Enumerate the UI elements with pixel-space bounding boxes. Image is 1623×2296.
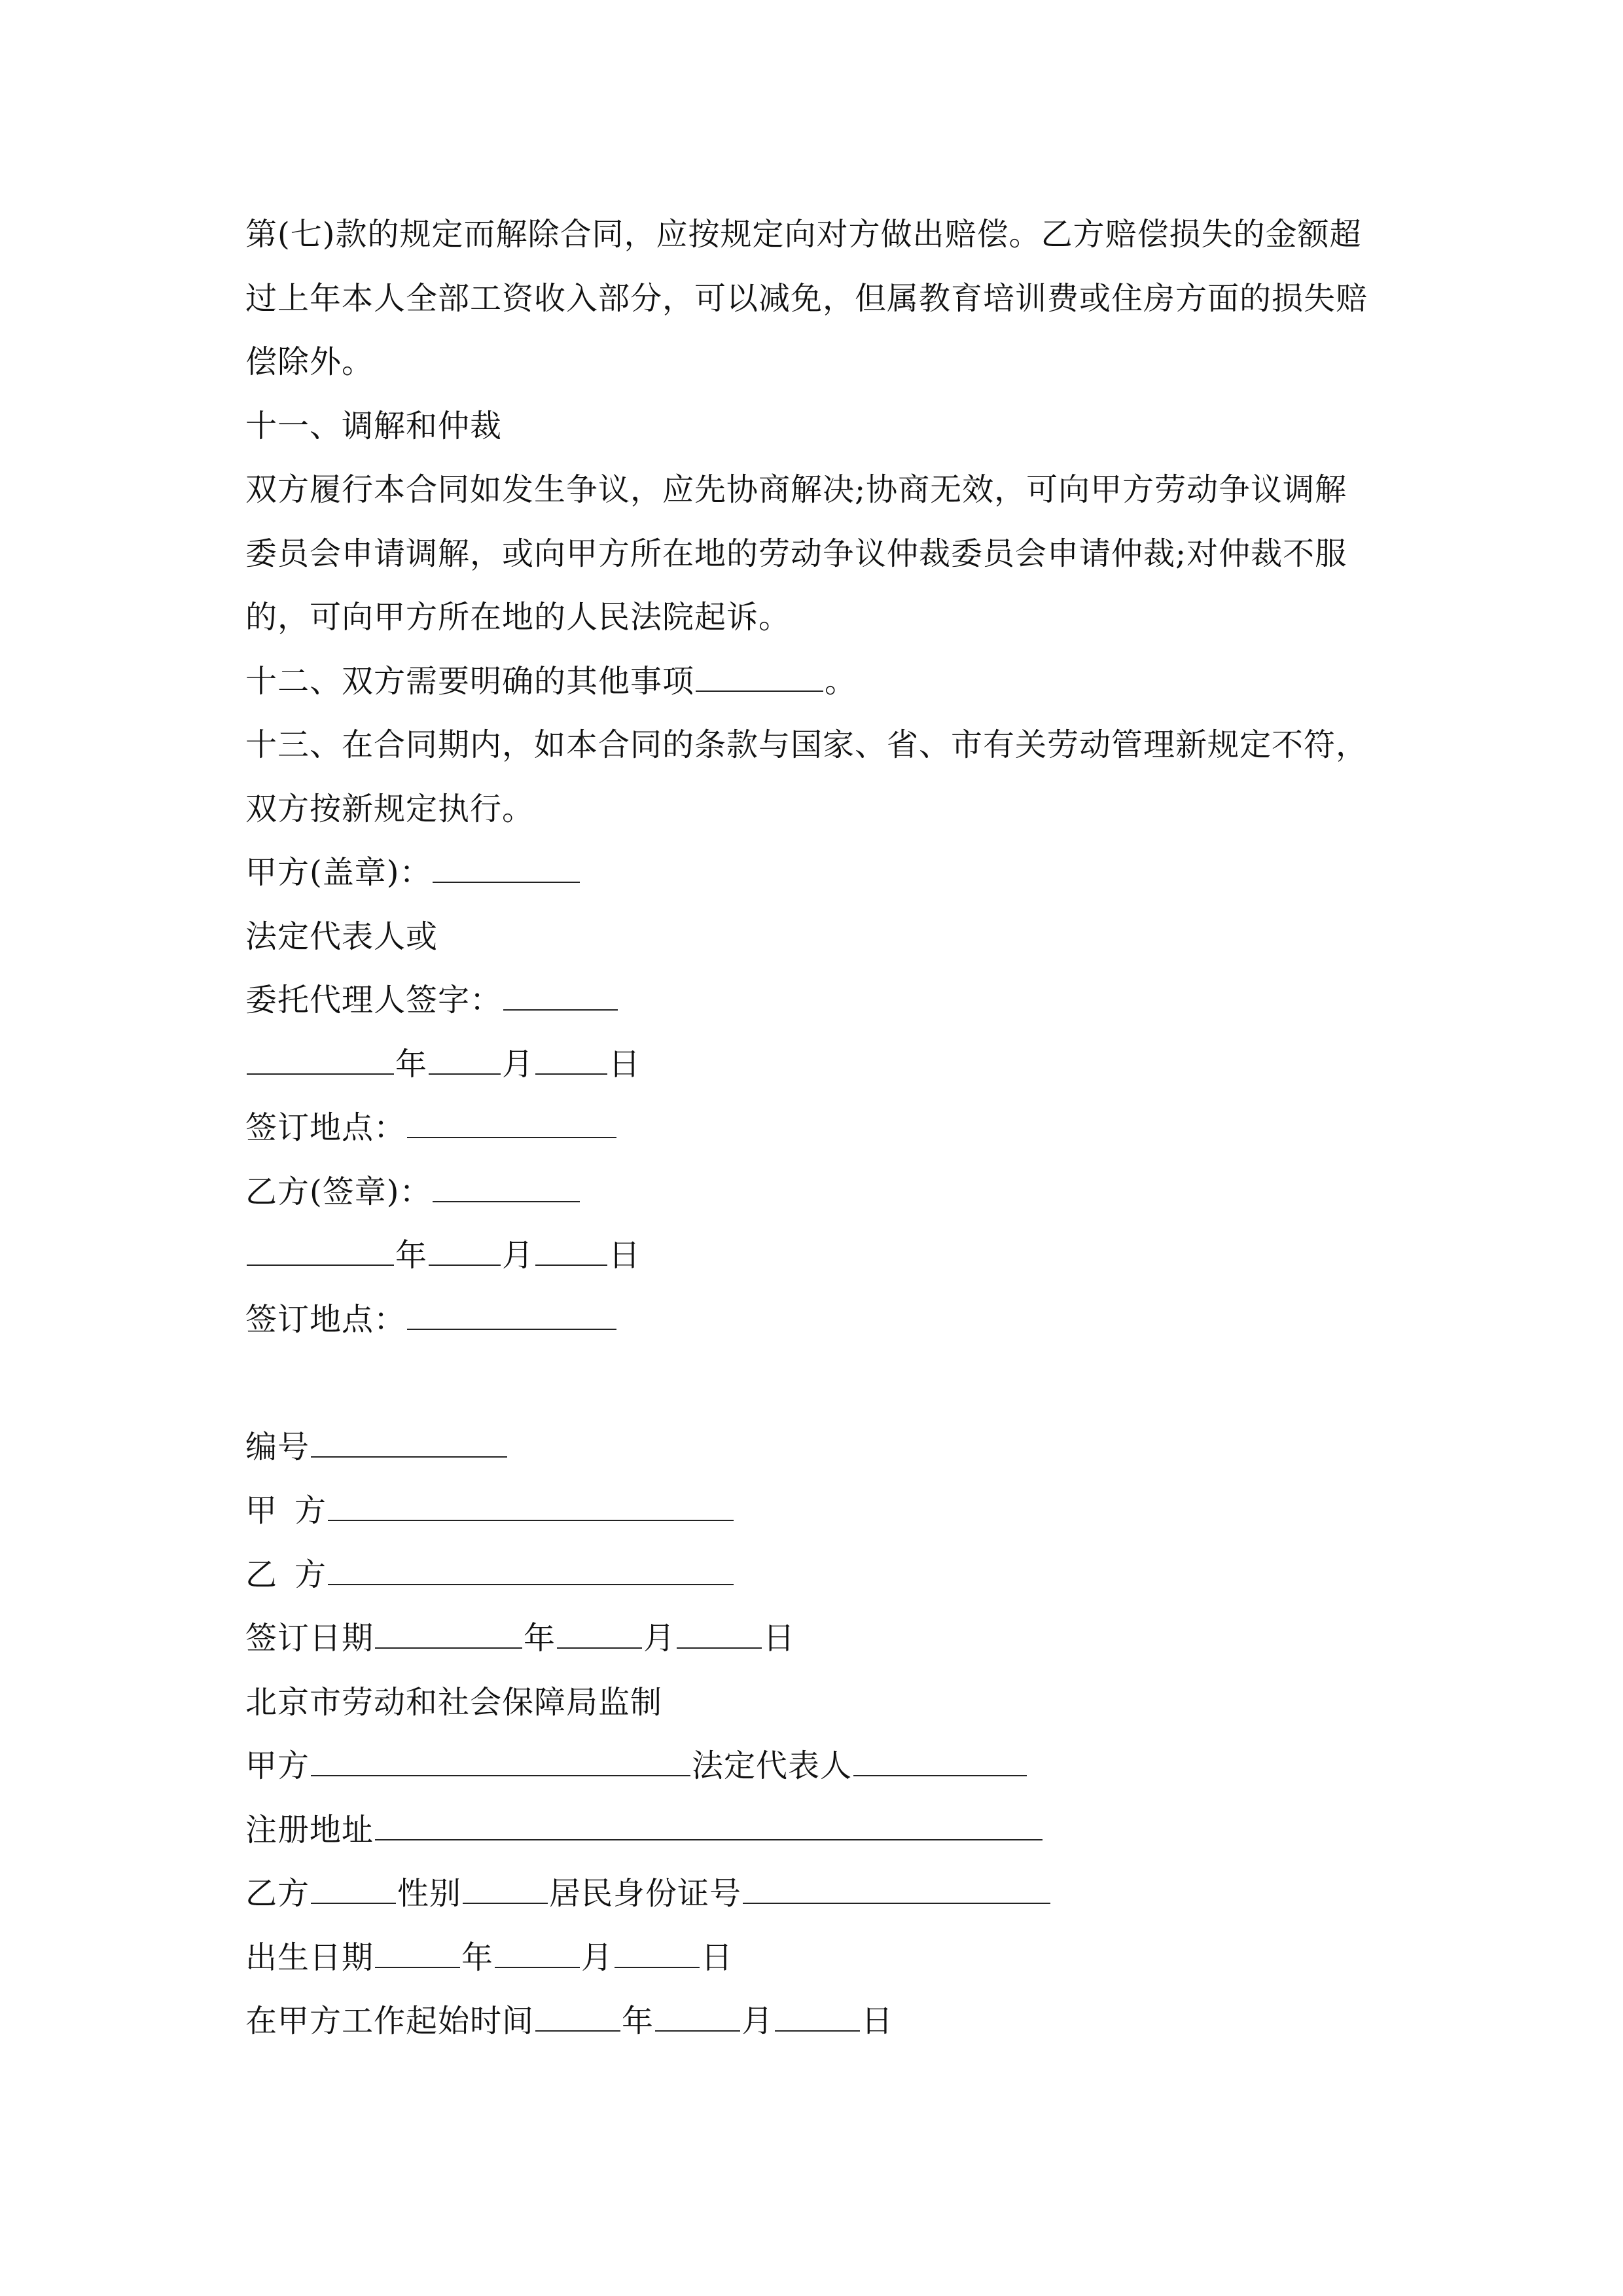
clause-12-text: 十二、双方需要明确的其他事项 bbox=[245, 662, 695, 700]
party-a-row bbox=[245, 1479, 1397, 1543]
party-b-seal-label: 乙方(签章)： bbox=[245, 1173, 432, 1210]
gender-blank[interactable] bbox=[463, 1876, 548, 1904]
year-label: 年 bbox=[395, 1045, 428, 1083]
party-b-year-blank[interactable] bbox=[247, 1238, 394, 1266]
legal-rep-blank[interactable] bbox=[853, 1749, 1027, 1776]
month-label: 月 bbox=[643, 1620, 676, 1657]
day-label: 日 bbox=[861, 2003, 894, 2039]
number-label: 编号 bbox=[245, 1428, 310, 1465]
start-year-blank[interactable] bbox=[535, 2004, 620, 2032]
id-number-blank[interactable] bbox=[743, 1876, 1050, 1904]
clause-13-line-1: 十三、在合同期内，如本合同的条款与国家、省、市有关劳动管理新规定不符， bbox=[245, 726, 1368, 763]
employer-name-blank[interactable] bbox=[311, 1749, 690, 1776]
birth-date-label: 出生日期 bbox=[245, 1939, 374, 1976]
legal-rep-or-label: 法定代表人或 bbox=[245, 918, 438, 955]
year-label: 年 bbox=[622, 2003, 654, 2039]
year-label: 年 bbox=[461, 1939, 494, 1976]
year-label: 年 bbox=[524, 1620, 556, 1657]
other-matters-blank[interactable] bbox=[696, 664, 823, 692]
party-b-day-blank[interactable] bbox=[535, 1238, 607, 1266]
sign-date-label: 签订日期 bbox=[245, 1620, 374, 1657]
party-a-seal-row bbox=[245, 841, 1397, 905]
start-day-blank[interactable] bbox=[775, 2004, 860, 2032]
start-work-row bbox=[245, 1990, 1397, 2054]
party-b-label: 乙 bbox=[245, 1556, 278, 1593]
birth-day-blank[interactable] bbox=[615, 1941, 700, 1968]
clause-10-line-2: 过上年本人全部工资收入部分，可以减免，但属教育培训费或住房方面的损失赔 bbox=[245, 279, 1368, 317]
day-label: 日 bbox=[763, 1620, 796, 1657]
employee-name-blank[interactable] bbox=[311, 1876, 396, 1904]
party-a-label: 甲 bbox=[245, 1492, 278, 1529]
id-number-label: 居民身份证号 bbox=[549, 1875, 742, 1912]
month-label: 月 bbox=[502, 1045, 535, 1083]
section-gap bbox=[245, 1352, 1397, 1416]
supervisor-label: 北京市劳动和社会保障局监制 bbox=[245, 1683, 663, 1721]
clause-12-end: 。 bbox=[825, 662, 857, 700]
month-label: 月 bbox=[581, 1939, 614, 1976]
party-b-sign-place-blank[interactable] bbox=[407, 1302, 616, 1330]
party-a-seal-blank[interactable] bbox=[433, 855, 580, 883]
birth-year-blank[interactable] bbox=[375, 1941, 460, 1968]
agent-sign-label: 委托代理人签字： bbox=[245, 982, 503, 1018]
sign-date-year-blank[interactable] bbox=[375, 1621, 522, 1649]
reg-address-label: 注册地址 bbox=[245, 1811, 374, 1848]
party-a-sign-place-row bbox=[245, 1096, 1397, 1160]
party-a-month-blank[interactable] bbox=[429, 1047, 501, 1075]
clause-12 bbox=[245, 650, 1397, 714]
agent-sign-blank[interactable] bbox=[503, 983, 618, 1011]
reg-address-blank[interactable] bbox=[375, 1813, 1043, 1840]
clause-11-line-3: 的，可向甲方所在地的人民法院起诉。 bbox=[245, 599, 791, 636]
sign-date-month-blank[interactable] bbox=[557, 1621, 642, 1649]
employee-label: 乙方 bbox=[245, 1875, 310, 1912]
party-a-sign-place-blank[interactable] bbox=[407, 1111, 616, 1138]
party-a-seal-label: 甲方(盖章)： bbox=[245, 854, 432, 891]
party-b-row bbox=[245, 1543, 1397, 1607]
birth-month-blank[interactable] bbox=[495, 1941, 580, 1968]
party-b-sign-place-row bbox=[245, 1288, 1397, 1352]
clause-11-line-2: 委员会申请调解，或向甲方所在地的劳动争议仲裁委员会申请仲裁;对仲裁不服 bbox=[245, 535, 1347, 572]
number-row bbox=[245, 1416, 1397, 1480]
legal-rep-label: 法定代表人 bbox=[692, 1748, 853, 1784]
employer-row bbox=[245, 1734, 1397, 1799]
clause-11-line-1: 双方履行本合同如发生争议，应先协商解决;协商无效，可向甲方劳动争议调解 bbox=[245, 471, 1347, 508]
sign-place-label: 签订地点： bbox=[245, 1109, 406, 1146]
clause-10-line-1: 第(七)款的规定而解除合同，应按规定向对方做出赔偿。乙方赔偿损失的金额超 bbox=[245, 216, 1362, 253]
party-a-fang-label: 方 bbox=[294, 1492, 327, 1529]
sign-date-day-blank[interactable] bbox=[677, 1621, 762, 1649]
gender-label: 性别 bbox=[397, 1875, 462, 1912]
month-label: 月 bbox=[741, 2003, 774, 2039]
employee-row bbox=[245, 1862, 1397, 1926]
party-a-year-blank[interactable] bbox=[247, 1047, 394, 1075]
start-work-label: 在甲方工作起始时间 bbox=[245, 2003, 535, 2039]
party-b-month-blank[interactable] bbox=[429, 1238, 501, 1266]
number-blank[interactable] bbox=[311, 1430, 507, 1458]
party-a-blank[interactable] bbox=[328, 1494, 734, 1521]
reg-address-row bbox=[245, 1799, 1397, 1863]
sign-place-label: 签订地点： bbox=[245, 1300, 406, 1338]
start-month-blank[interactable] bbox=[655, 2004, 740, 2032]
party-b-blank[interactable] bbox=[328, 1558, 734, 1585]
party-a-day-blank[interactable] bbox=[535, 1047, 607, 1075]
party-b-fang-label: 方 bbox=[294, 1556, 327, 1593]
day-label: 日 bbox=[609, 1045, 641, 1083]
sign-date-row bbox=[245, 1607, 1397, 1671]
birth-date-row bbox=[245, 1926, 1397, 1990]
employer-label: 甲方 bbox=[245, 1748, 310, 1784]
year-label: 年 bbox=[395, 1237, 428, 1274]
party-b-seal-row bbox=[245, 1160, 1397, 1225]
party-b-date-row bbox=[245, 1224, 1397, 1288]
clause-10-line-3: 偿除外。 bbox=[245, 344, 374, 380]
month-label: 月 bbox=[502, 1237, 535, 1274]
party-b-seal-blank[interactable] bbox=[433, 1175, 580, 1202]
clause-13-line-2: 双方按新规定执行。 bbox=[245, 790, 535, 827]
agent-sign-row bbox=[245, 969, 1397, 1033]
day-label: 日 bbox=[609, 1237, 641, 1274]
contract-body bbox=[245, 203, 1397, 2054]
day-label: 日 bbox=[701, 1939, 734, 1976]
clause-11-heading: 十一、调解和仲裁 bbox=[245, 407, 503, 444]
party-a-date-row bbox=[245, 1033, 1397, 1097]
